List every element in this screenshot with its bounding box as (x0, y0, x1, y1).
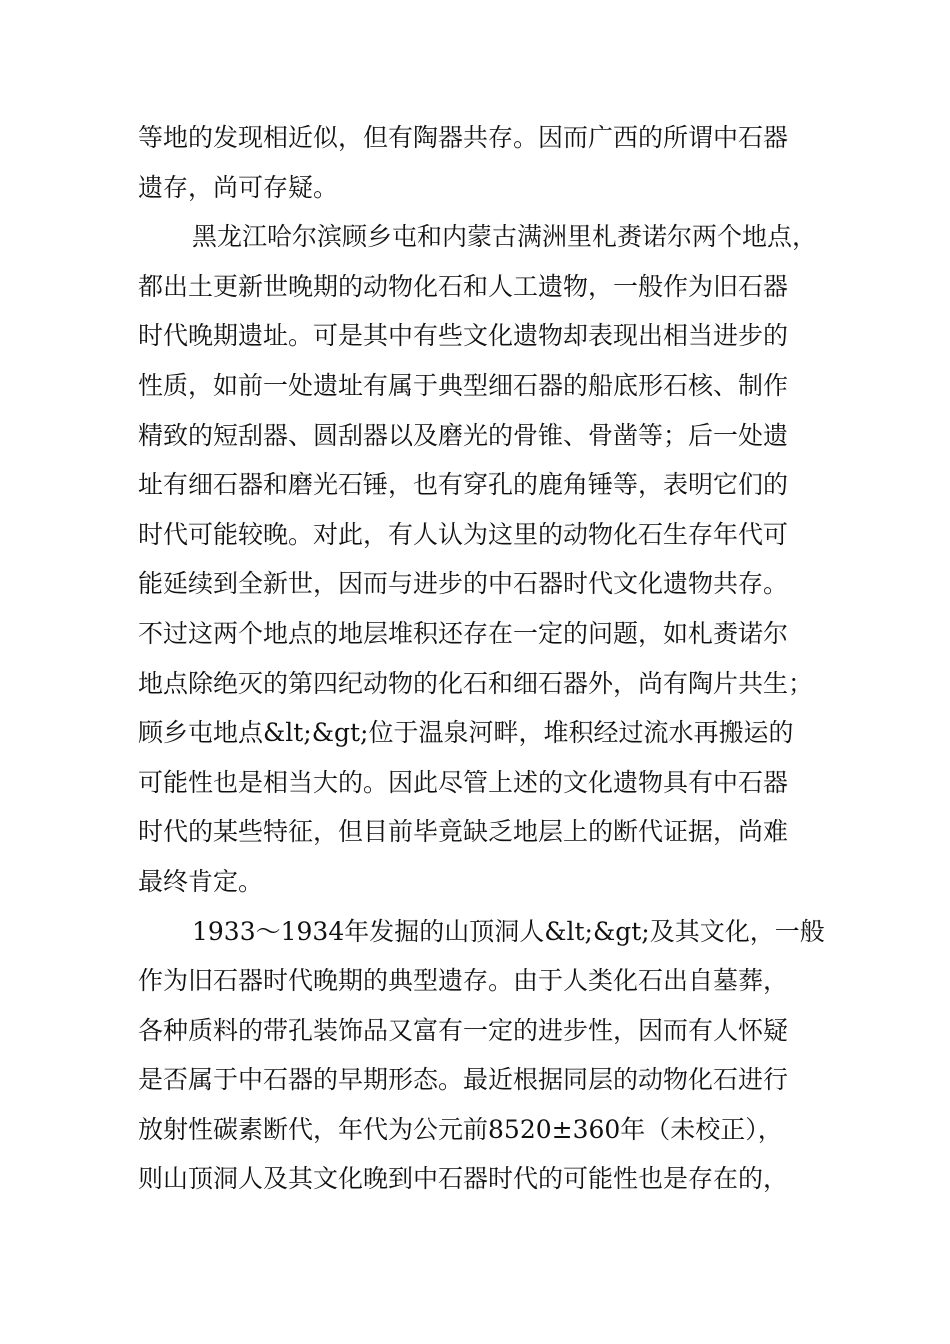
text-line: 性质，如前一处遗址有属于典型细石器的船底形石核、制作 (138, 370, 789, 400)
text-line: 顾乡屯地点&lt;&gt;位于温泉河畔，堆积经过流水再搬运的 (138, 718, 794, 748)
text-line: 时代可能较晚。对此，有人认为这里的动物化石生存年代可 (138, 519, 789, 549)
text-line: 遗存，尚可存疑。 (138, 172, 339, 202)
text-line: 是否属于中石器的早期形态。最近根据同层的动物化石进行 (138, 1065, 789, 1095)
text-line: 作为旧石器时代晚期的典型遗存。由于人类化石出自墓葬， (138, 966, 789, 996)
text-line: 地点除绝灭的第四纪动物的化石和细石器外，尚有陶片共生； (138, 668, 814, 698)
text-line: 等地的发现相近似，但有陶器共存。因而广西的所谓中石器 (138, 123, 789, 152)
text-line: 时代的某些特征，但目前毕竟缺乏地层上的断代证据，尚难 (138, 817, 789, 847)
paragraph-start-line: 1933～1934年发掘的山顶洞人&lt;&gt;及其文化，一般 (192, 916, 825, 946)
text-line: 不过这两个地点的地层堆积还存在一定的问题，如札赉诺尔 (138, 618, 789, 648)
body-text (138, 113, 828, 1204)
text-line: 时代晚期遗址。可是其中有些文化遗物却表现出相当进步的 (138, 321, 789, 351)
text-line: 址有细石器和磨光石锤，也有穿孔的鹿角锤等，表明它们的 (138, 470, 789, 500)
text-line: 放射性碳素断代，年代为公元前8520±360年（未校正）， (138, 1114, 783, 1144)
text-line: 能延续到全新世，因而与进步的中石器时代文化遗物共存。 (138, 569, 789, 599)
text-line: 精致的短刮器、圆刮器以及磨光的骨锥、骨凿等；后一处遗 (138, 420, 789, 450)
text-line: 可能性也是相当大的。因此尽管上述的文化遗物具有中石器 (138, 767, 789, 797)
text-line: 都出土更新世晚期的动物化石和人工遗物，一般作为旧石器 (138, 271, 789, 301)
text-line: 则山顶洞人及其文化晚到中石器时代的可能性也是存在的， (138, 1164, 789, 1194)
text-line: 最终肯定。 (138, 866, 264, 896)
paragraph-start-line: 黑龙江哈尔滨顾乡屯和内蒙古满洲里札赉诺尔两个地点， (192, 222, 818, 252)
text-line: 各种质料的带孔装饰品又富有一定的进步性，因而有人怀疑 (138, 1015, 789, 1045)
